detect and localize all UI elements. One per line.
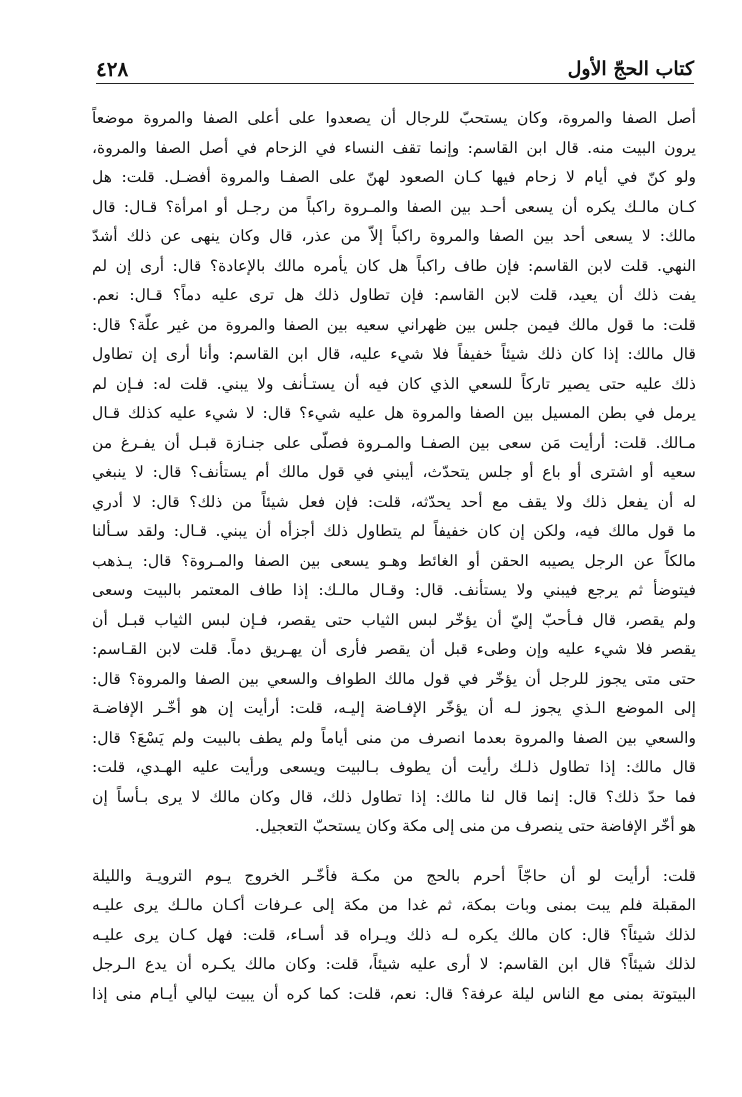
- text-line: المقبلة فلم يبت بمنى وبات بمكة، ثم غدا من مكة إلى عـرفات أكـان مالـك يرى عليـه: [92, 896, 696, 914]
- text-line: والسعي بين الصفا والمروة بعدما انصرف من منى أياماً ولم يطف بالبيت ولم يَسْعَ؟ قال:: [92, 728, 696, 747]
- text-line: إلى الموضع الـذي يجوز لـه أن يؤخّر الإفـاضة إليـه، قلت: أرأيت إن هو أخّـر الإفاضـة: [92, 699, 696, 717]
- text-line: لذلك شيئاً؟ قال: كان مالك يكره لـه ذلك ويـراه قد أسـاء، قلت: فهل كـان يرى عليـه: [92, 925, 696, 944]
- page-number: ٤٢٨: [96, 57, 129, 81]
- text-line: ولو كنّ في أيام لا زحام فيها كـان الصعود لهنّ على الصفـا والمروة أفضـل. قلت: هل: [92, 168, 696, 186]
- text-line: البيتوتة بمنى مع الناس ليلة عرفة؟ قال: نعم، قلت: كما كره أن يبيت ليالي أيـام منى إذا: [92, 984, 696, 1003]
- text-line: هو أخّر الإفاضة حتى ينصرف من منى إلى مكة وكان يستحبّ التعجيل.: [254, 817, 696, 835]
- text-line: سعيه أو اشترى أو باع أو جلس يتحدّث، أيبني في قول مالك أم يستأنف؟ قال: لا ينبغي: [92, 463, 696, 481]
- text-line: قلت: أرأيت لو أن حاجّاً أحرم بالحج من مكـة فأخّـر الخروج يـوم الترويـة والليلة: [92, 866, 696, 885]
- paragraph: [92, 862, 696, 1010]
- text-line: النهي. قلت لابن القاسم: فإن طاف راكباً هل كان يأمره مالك بالإعادة؟ قال: أرى إن لم: [92, 256, 696, 275]
- text-line: مالك: لا يسعى أحد بين الصفا والمروة راكباً إلاّ من عذر، قال وكان ينهى عن ذلك أشدّ: [92, 227, 696, 245]
- text-line: مالكاً عن الرجل يصيبه الحقن أو الغائط وهـو يسعى بين الصفا والمـروة؟ قال: يـذهب: [92, 551, 696, 570]
- text-line: فيتوضأ ثم يرجع فيبني ولا يستأنف. قال: وقـال مالـك: إذا طاف المعتمر بالبيت وسعى: [92, 581, 696, 599]
- paragraph-gap: [92, 842, 696, 862]
- text-line: يقصر فلا شيء عليه وإن وطىء قبل أن يقصر فأرى أن يهـريق دماً. قلت لابن القـاسم:: [92, 640, 696, 658]
- text-line: فما حدّ ذلك؟ قال: إنما قال لنا مالك: إذا تطاول ذلك، قال وكان مالك لا يرى بـأساً إن: [92, 787, 696, 806]
- text-line: لذلك شيئاً؟ قال ابن القاسم: لا أرى عليه شيئاً، قلت: وكان مالك يكـره أن يدع الـرجل: [92, 955, 696, 973]
- text-line: ما قول مالك فيه، ولكن إن كان خفيفاً لم يتطاول ذلك أجزأه أن يبني. قـال: ولقد سـألنا: [92, 522, 696, 540]
- text-line: ذلك عليه حتى يصير تاركاً للسعي الذي كان فيه أن يستـأنف ولا يبني. قلت له: فـإن لم: [92, 374, 696, 393]
- body-text: [92, 104, 696, 1009]
- text-line: كـان مالـك يكره أن يسعى أحـد بين الصفا والمـروة راكباً من رجـل أو امرأة؟ قـال: قال: [92, 197, 696, 216]
- text-line: ولم يقصر، قال فـأحبّ إليّ أن يؤخّر لبس الثياب حتى يقصر، فـإن لبس الثياب قبـل أن: [92, 610, 696, 629]
- text-line: يرون البيت منه. قال ابن القاسم: وإنما تقف النساء في الزحام في أصل الصفا والمروة،: [92, 138, 696, 157]
- book-title: كتاب الحجّ الأول: [567, 58, 694, 80]
- text-line: قال مالك: إذا تطاول ذلـك رأيت أن يطوف بـالبيت ويسعى ورأيت عليه الهـدي، قلت:: [92, 758, 696, 776]
- running-header: [96, 54, 694, 84]
- text-line: حتى متى يجوز للرجل أن يؤخّر في قول مالك الطواف والسعي بين الصفا والمروة؟ قال:: [92, 669, 696, 688]
- text-line: قلت: ما قول مالك فيمن جلس بين ظهراني سعيه بين الصفا والمروة من غير علّة؟ قال:: [92, 315, 696, 334]
- paragraph: [92, 104, 696, 842]
- text-line: يفت ذلك أن يعيد، قلت لابن القاسم: فإن تطاول ذلك هل ترى عليه دماً؟ قـال: نعم.: [92, 286, 696, 304]
- text-line: أصل الصفا والمروة، وكان يستحبّ للرجال أن يصعدوا على أعلى الصفا والمروة موضعاً: [92, 109, 696, 127]
- text-line: يرمل في بطن المسيل بين الصفا والمروة هل عليه شيء؟ قال: لا شيء عليه كذلك قـال: [92, 404, 696, 422]
- text-line: قال مالك: إذا كان ذلك شيئاً خفيفاً فلا شيء عليه، قال ابن القاسم: وأنا أرى إن تطاول: [92, 345, 696, 363]
- text-line: له أن يفعل ذلك ولا يقف مع أحد يحدّثه، قلت: فإن فعل شيئاً من ذلك؟ قال: لا أدري: [92, 492, 696, 511]
- text-line: مـالك. قلت: أرأيت مَن سعى بين الصفـا والمـروة فصلّى على جنـازة قبـل أن يفـرغ من: [92, 433, 696, 452]
